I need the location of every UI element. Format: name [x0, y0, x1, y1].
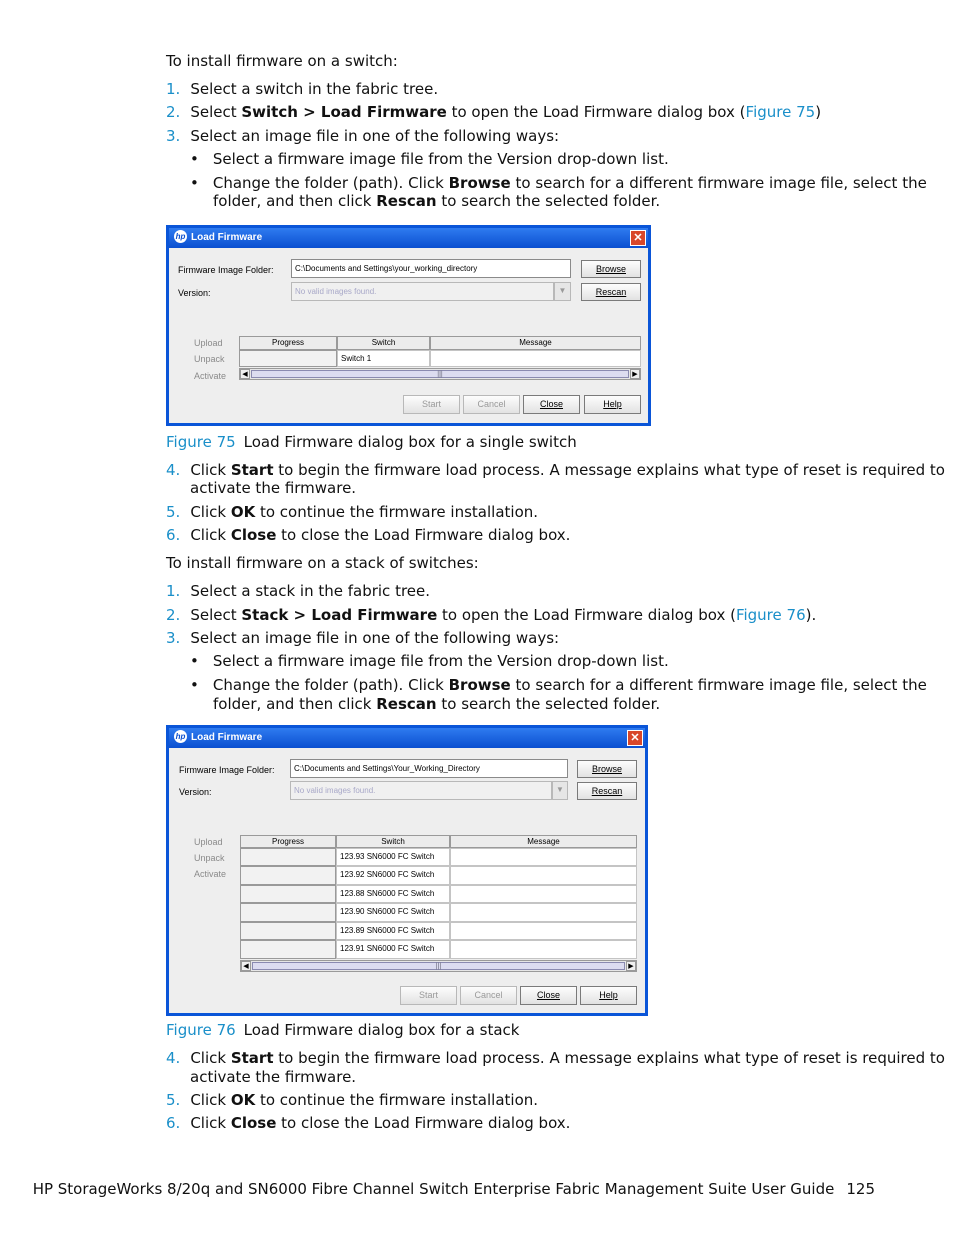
progress-bar — [240, 903, 336, 922]
bullet-folder-line2 — [213, 695, 660, 714]
page-number: 125 — [846, 1180, 875, 1198]
caption-text: Load Firmware dialog box for a single switch — [243, 433, 577, 451]
step-text: Select — [190, 606, 242, 624]
step-number: 3. — [166, 629, 181, 647]
step-number: 3. — [166, 127, 181, 145]
col-progress[interactable]: Progress — [239, 336, 337, 350]
step-5 — [166, 1091, 538, 1110]
scroll-left-icon[interactable]: ◀ — [241, 961, 251, 971]
start-ref: Start — [230, 461, 274, 479]
message-cell — [450, 885, 637, 903]
step-text: Select an image file in one of the following ways: — [190, 127, 560, 145]
help-button[interactable]: Help — [580, 986, 637, 1005]
stage-upload: Upload — [194, 338, 223, 348]
step-text: Click — [190, 461, 231, 479]
step-text: Select a switch in the fabric tree. — [190, 80, 439, 98]
step-number: 2. — [166, 606, 181, 624]
bullet-mark: • — [190, 652, 199, 670]
figure-75-caption — [166, 433, 577, 452]
load-firmware-dialog-stack — [166, 725, 648, 1016]
bullet-folder — [190, 676, 927, 695]
menu-path: Stack > Load Firmware — [241, 606, 438, 624]
close-button[interactable]: Close — [523, 395, 580, 414]
step-number: 6. — [166, 1114, 181, 1132]
col-switch[interactable]: Switch — [337, 336, 430, 350]
table-row[interactable]: 123.92 SN6000 FC Switch — [336, 866, 450, 885]
step-text: to begin the firmware load process. A message explains what type of reset is required to — [273, 461, 945, 479]
close-ref: Close — [230, 1114, 277, 1132]
col-message[interactable]: Message — [450, 835, 637, 848]
message-cell — [450, 922, 637, 940]
step-number: 5. — [166, 503, 181, 521]
close-ref: Close — [230, 526, 277, 544]
bullet-text: to search the selected folder. — [436, 192, 661, 210]
step-number: 1. — [166, 80, 181, 98]
start-ref: Start — [230, 1049, 274, 1067]
browse-button[interactable]: Browse — [581, 260, 641, 278]
progress-bar — [240, 866, 336, 885]
cancel-button[interactable]: Cancel — [460, 986, 517, 1005]
footer-title: HP StorageWorks 8/20q and SN6000 Fibre Channel Switch Enterprise Fabric Management Suite User Guide — [32, 1180, 835, 1198]
browse-button[interactable]: Browse — [577, 760, 637, 778]
message-cell — [450, 903, 637, 922]
stage-unpack: Unpack — [194, 354, 225, 364]
step-3 — [166, 629, 559, 648]
menu-path: Switch > Load Firmware — [241, 103, 447, 121]
progress-bar — [240, 848, 336, 866]
bullet-text: to search for a different firmware image file, select the — [510, 676, 927, 694]
step-6 — [166, 1114, 570, 1133]
start-button[interactable]: Start — [403, 395, 460, 414]
intro-switch: To install firmware on a switch: — [166, 52, 398, 70]
step-number: 4. — [166, 1049, 181, 1067]
step-text: to close the Load Firmware dialog box. — [276, 1114, 571, 1132]
col-progress[interactable]: Progress — [240, 835, 336, 848]
folder-input[interactable]: C:\Documents and Settings\your_working_directory — [291, 259, 571, 278]
hp-logo-icon: hp — [175, 231, 186, 241]
load-firmware-dialog-single — [166, 225, 651, 426]
horizontal-scrollbar[interactable] — [239, 368, 641, 380]
figure-76-link[interactable]: Figure 76 — [735, 606, 806, 624]
step-2 — [166, 606, 816, 625]
stage-activate: Activate — [194, 371, 227, 381]
table-row[interactable]: 123.90 SN6000 FC Switch — [336, 903, 450, 922]
help-button[interactable]: Help — [584, 395, 641, 414]
bullet-version — [190, 652, 669, 671]
step-5 — [166, 503, 538, 522]
step-text: to begin the firmware load process. A message explains what type of reset is required to — [273, 1049, 945, 1067]
folder-label: Firmware Image Folder: — [179, 765, 275, 775]
folder-label: Firmware Image Folder: — [178, 265, 274, 275]
step-4 — [166, 461, 945, 480]
version-label: Version: — [178, 288, 211, 298]
step-1 — [166, 582, 430, 601]
dialog-title: Load Firmware — [191, 232, 263, 243]
bullet-mark: • — [190, 676, 199, 694]
browse-ref: Browse — [448, 174, 511, 192]
step-text: Click — [190, 526, 231, 544]
table-row[interactable]: 123.89 SN6000 FC Switch — [336, 922, 450, 940]
figure-76-caption — [166, 1021, 520, 1040]
ok-ref: OK — [230, 503, 256, 521]
progress-bar — [240, 922, 336, 940]
rescan-ref: Rescan — [376, 192, 437, 210]
close-button[interactable]: Close — [520, 986, 577, 1005]
start-button[interactable]: Start — [400, 986, 457, 1005]
step-text: ) — [815, 103, 822, 121]
step-text: to open the Load Firmware dialog box ( — [446, 103, 746, 121]
figure-label: Figure 75 — [166, 433, 236, 451]
table-row[interactable]: 123.91 SN6000 FC Switch — [336, 940, 450, 959]
dialog-title: Load Firmware — [191, 732, 263, 743]
dialog-title-bar[interactable] — [169, 728, 645, 748]
bullet-text: to search the selected folder. — [436, 695, 661, 713]
scroll-thumb[interactable]: ||| — [251, 370, 629, 378]
bullet-text: folder, and then click — [213, 192, 377, 210]
step-text: to continue the firmware installation. — [255, 503, 539, 521]
horizontal-scrollbar[interactable] — [240, 960, 637, 972]
step-number: 6. — [166, 526, 181, 544]
step-6 — [166, 526, 570, 545]
stage-upload: Upload — [194, 837, 223, 847]
progress-bar — [239, 350, 337, 367]
step-text: Click — [190, 1091, 231, 1109]
step-text: to close the Load Firmware dialog box. — [276, 526, 571, 544]
bullet-folder — [190, 174, 927, 193]
table-row[interactable]: Switch 1 — [337, 350, 430, 367]
close-window-button[interactable]: ✕ — [630, 230, 646, 246]
step-number: 2. — [166, 103, 181, 121]
step-2 — [166, 103, 821, 122]
step-text: to continue the firmware installation. — [255, 1091, 539, 1109]
rescan-button[interactable]: Rescan — [581, 283, 641, 301]
rescan-ref: Rescan — [376, 695, 437, 713]
bullet-text: Change the folder (path). Click — [212, 676, 449, 694]
step-4-line2: activate the firmware. — [190, 1068, 357, 1086]
step-number: 5. — [166, 1091, 181, 1109]
step-1 — [166, 80, 438, 99]
message-cell — [450, 940, 637, 959]
table-row[interactable]: 123.88 SN6000 FC Switch — [336, 885, 450, 903]
figure-label: Figure 76 — [166, 1021, 236, 1039]
progress-bar — [240, 940, 336, 959]
message-cell — [450, 848, 637, 866]
step-text: to open the Load Firmware dialog box ( — [437, 606, 736, 624]
browse-ref: Browse — [448, 676, 511, 694]
stage-activate: Activate — [194, 869, 227, 879]
bullet-text: Select a firmware image file from the Version drop-down list. — [212, 652, 669, 670]
scroll-right-icon[interactable]: ▶ — [630, 369, 640, 379]
step-text: Select a stack in the fabric tree. — [190, 582, 431, 600]
intro-stack: To install firmware on a stack of switches: — [166, 554, 479, 572]
table-row[interactable]: 123.93 SN6000 FC Switch — [336, 848, 450, 866]
step-text: Select — [190, 103, 242, 121]
step-text: Click — [190, 503, 231, 521]
col-message[interactable]: Message — [430, 336, 641, 350]
message-cell — [430, 350, 641, 367]
bullet-text: to search for a different firmware image file, select the — [510, 174, 927, 192]
step-text: Click — [190, 1049, 231, 1067]
chevron-down-icon[interactable]: ▼ — [552, 781, 568, 800]
step-text: ). — [805, 606, 817, 624]
bullet-folder-line2 — [213, 192, 660, 211]
bullet-mark: • — [190, 150, 199, 168]
page-footer — [33, 1180, 875, 1198]
version-dropdown[interactable]: No valid images found. — [290, 781, 552, 800]
step-3 — [166, 127, 559, 146]
bullet-mark: • — [190, 174, 199, 192]
step-number: 1. — [166, 582, 181, 600]
bullet-version — [190, 150, 669, 169]
col-switch[interactable]: Switch — [336, 835, 450, 848]
step-text: Select an image file in one of the following ways: — [190, 629, 560, 647]
chevron-down-icon[interactable]: ▼ — [554, 282, 571, 301]
close-window-button[interactable]: ✕ — [627, 730, 643, 746]
figure-75-link[interactable]: Figure 75 — [745, 103, 816, 121]
hp-logo-icon: hp — [175, 731, 186, 741]
step-4-line2: activate the firmware. — [190, 479, 357, 497]
version-dropdown[interactable]: No valid images found. — [291, 282, 554, 301]
version-label: Version: — [179, 787, 212, 797]
dialog-title-bar[interactable] — [169, 228, 648, 248]
scroll-thumb[interactable]: ||| — [252, 962, 625, 970]
rescan-button[interactable]: Rescan — [577, 782, 637, 800]
progress-bar — [240, 885, 336, 903]
step-4 — [166, 1049, 945, 1068]
bullet-text: folder, and then click — [213, 695, 377, 713]
stage-unpack: Unpack — [194, 853, 225, 863]
step-number: 4. — [166, 461, 181, 479]
caption-text: Load Firmware dialog box for a stack — [243, 1021, 520, 1039]
cancel-button[interactable]: Cancel — [463, 395, 520, 414]
step-text: Click — [190, 1114, 231, 1132]
message-cell — [450, 866, 637, 885]
folder-input[interactable]: C:\Documents and Settings\Your_Working_Directory — [290, 759, 568, 778]
bullet-text: Select a firmware image file from the Version drop-down list. — [212, 150, 669, 168]
scroll-left-icon[interactable]: ◀ — [240, 369, 250, 379]
scroll-right-icon[interactable]: ▶ — [626, 961, 636, 971]
bullet-text: Change the folder (path). Click — [212, 174, 449, 192]
ok-ref: OK — [230, 1091, 256, 1109]
